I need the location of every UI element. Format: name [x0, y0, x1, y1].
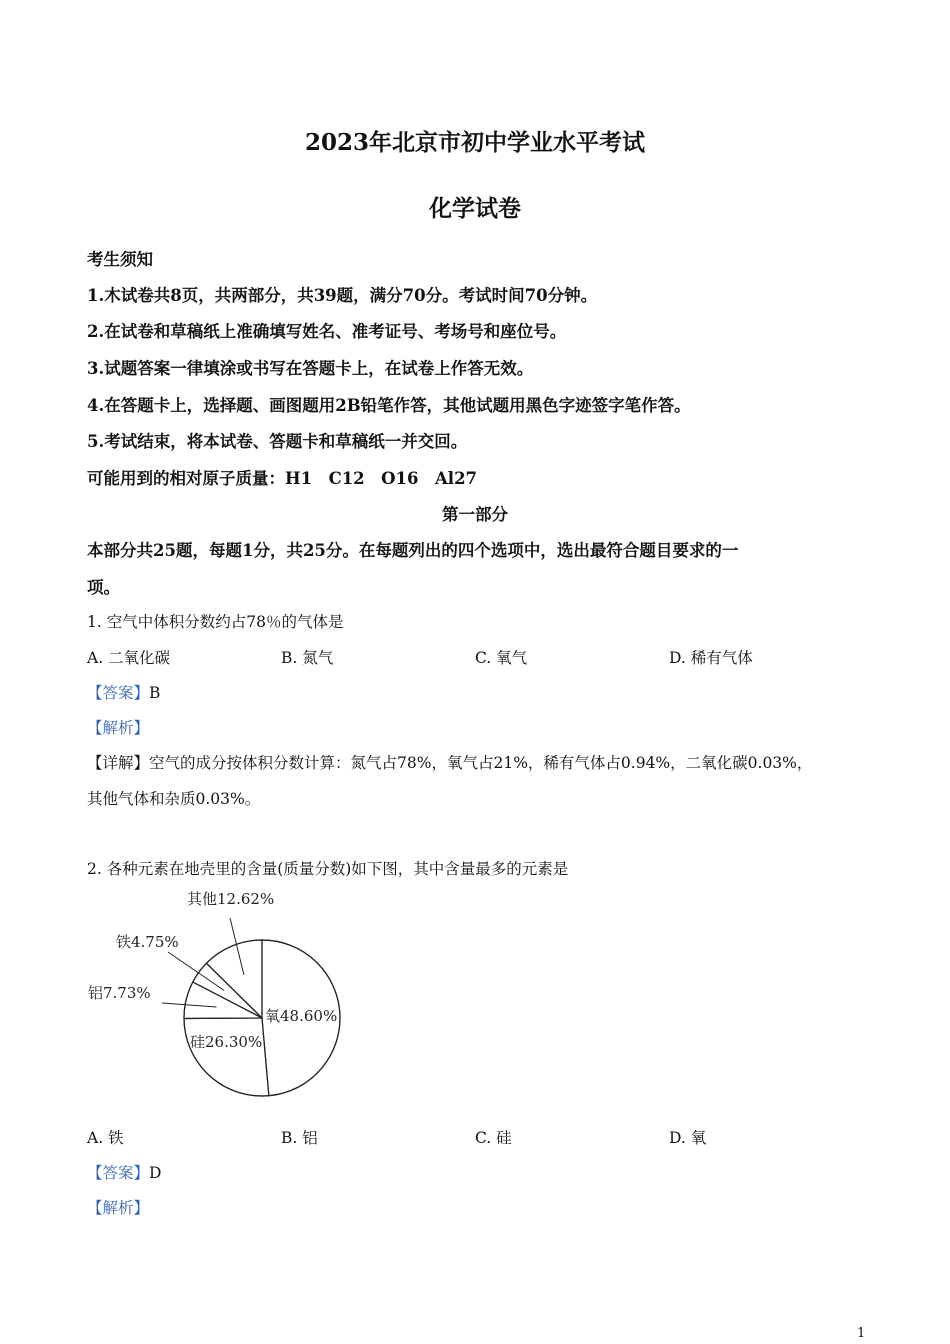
- q2-option-b: B. 铝: [281, 1129, 318, 1147]
- q2-option-c: C. 硅: [475, 1129, 512, 1147]
- pie-leader-line-iron: [168, 952, 224, 990]
- notice-heading: 考生须知: [87, 250, 153, 269]
- pie-label-iron: 铁4.75%: [116, 933, 179, 951]
- pie-label-silicon: 硅26.30%: [190, 1033, 263, 1051]
- q2-stem: 2. 各种元素在地壳里的含量(质量分数)如下图，其中含量最多的元素是: [87, 860, 569, 878]
- q1-answer: [87, 681, 160, 703]
- detail-tag: 【详解】: [87, 754, 150, 772]
- part-intro-line2: 项。: [87, 578, 120, 597]
- answer-value: D: [149, 1164, 162, 1182]
- pie-slice-iron: [193, 963, 262, 1018]
- notice-item-3: 3.试题答案一律填涂或书写在答题卡上，在试卷上作答无效。: [87, 359, 534, 378]
- pie-slice-silicon: [184, 1018, 269, 1096]
- notice-item-5: 5.考试结束，将本试卷、答题卡和草稿纸一并交回。: [87, 432, 468, 451]
- pie-slice-aluminum: [184, 982, 262, 1018]
- q2-analysis-tag: 【解析】: [87, 1199, 150, 1217]
- atomic-mass-line: 可能用到的相对原子质量：H1 C12 O16 Al27: [87, 469, 478, 488]
- exam-title: 2023年北京市初中学业水平考试: [304, 129, 645, 156]
- q2-option-a: A. 铁: [87, 1129, 124, 1147]
- pie-label-oxygen: 氧48.60%: [265, 1007, 338, 1025]
- q1-option-b: B. 氮气: [281, 649, 334, 667]
- q1-analysis-tag: 【解析】: [87, 719, 150, 737]
- page-number: 1: [857, 1326, 866, 1341]
- q1-stem: 1. 空气中体积分数约占78％的气体是: [87, 613, 344, 631]
- part-title: 第一部分: [442, 505, 508, 524]
- part-intro-line1: 本部分共25题，每题1分，共25分。在每题列出的四个选项中，选出最符合题目要求的一: [87, 541, 739, 560]
- pie-leader-lines: [162, 918, 244, 1007]
- exam-subject: 化学试卷: [429, 195, 521, 222]
- detail-text: 空气的成分按体积分数计算：氮气占78%，氧气占21%，稀有气体占0.94%，二氧化碳0.03%，: [149, 754, 813, 772]
- q1-option-a: A. 二氧化碳: [87, 649, 171, 667]
- pie-label-other: 其他12.62%: [187, 890, 275, 908]
- q1-option-c: C. 氧气: [475, 649, 528, 667]
- answer-tag: 【答案】: [87, 684, 150, 702]
- notice-item-4: 4.在答题卡上，选择题、画图题用2B铅笔作答，其他试题用黑色字迹签字笔作答。: [87, 396, 691, 415]
- pie-leader-line-aluminum: [162, 1003, 217, 1007]
- q1-detail-line2: 其他气体和杂质0.03%。: [87, 790, 261, 808]
- notice-item-2: 2.在试卷和草稿纸上准确填写姓名、准考证号、考场号和座位号。: [87, 322, 567, 341]
- q2-option-d: D. 氧: [669, 1129, 707, 1147]
- q2-answer: [87, 1161, 161, 1183]
- q1-option-d: D. 稀有气体: [669, 649, 753, 667]
- answer-value: B: [149, 684, 161, 702]
- pie-label-aluminum: 铝7.73%: [88, 984, 151, 1002]
- notice-item-1: 1.木试卷共8页，共两部分，共39题，满分70分。考试时间70分钟。: [87, 286, 598, 305]
- q1-detail-line1: [87, 751, 812, 773]
- crust-element-pie-chart: [80, 880, 360, 1110]
- pie-slice-other: [206, 940, 262, 1018]
- answer-tag: 【答案】: [87, 1164, 150, 1182]
